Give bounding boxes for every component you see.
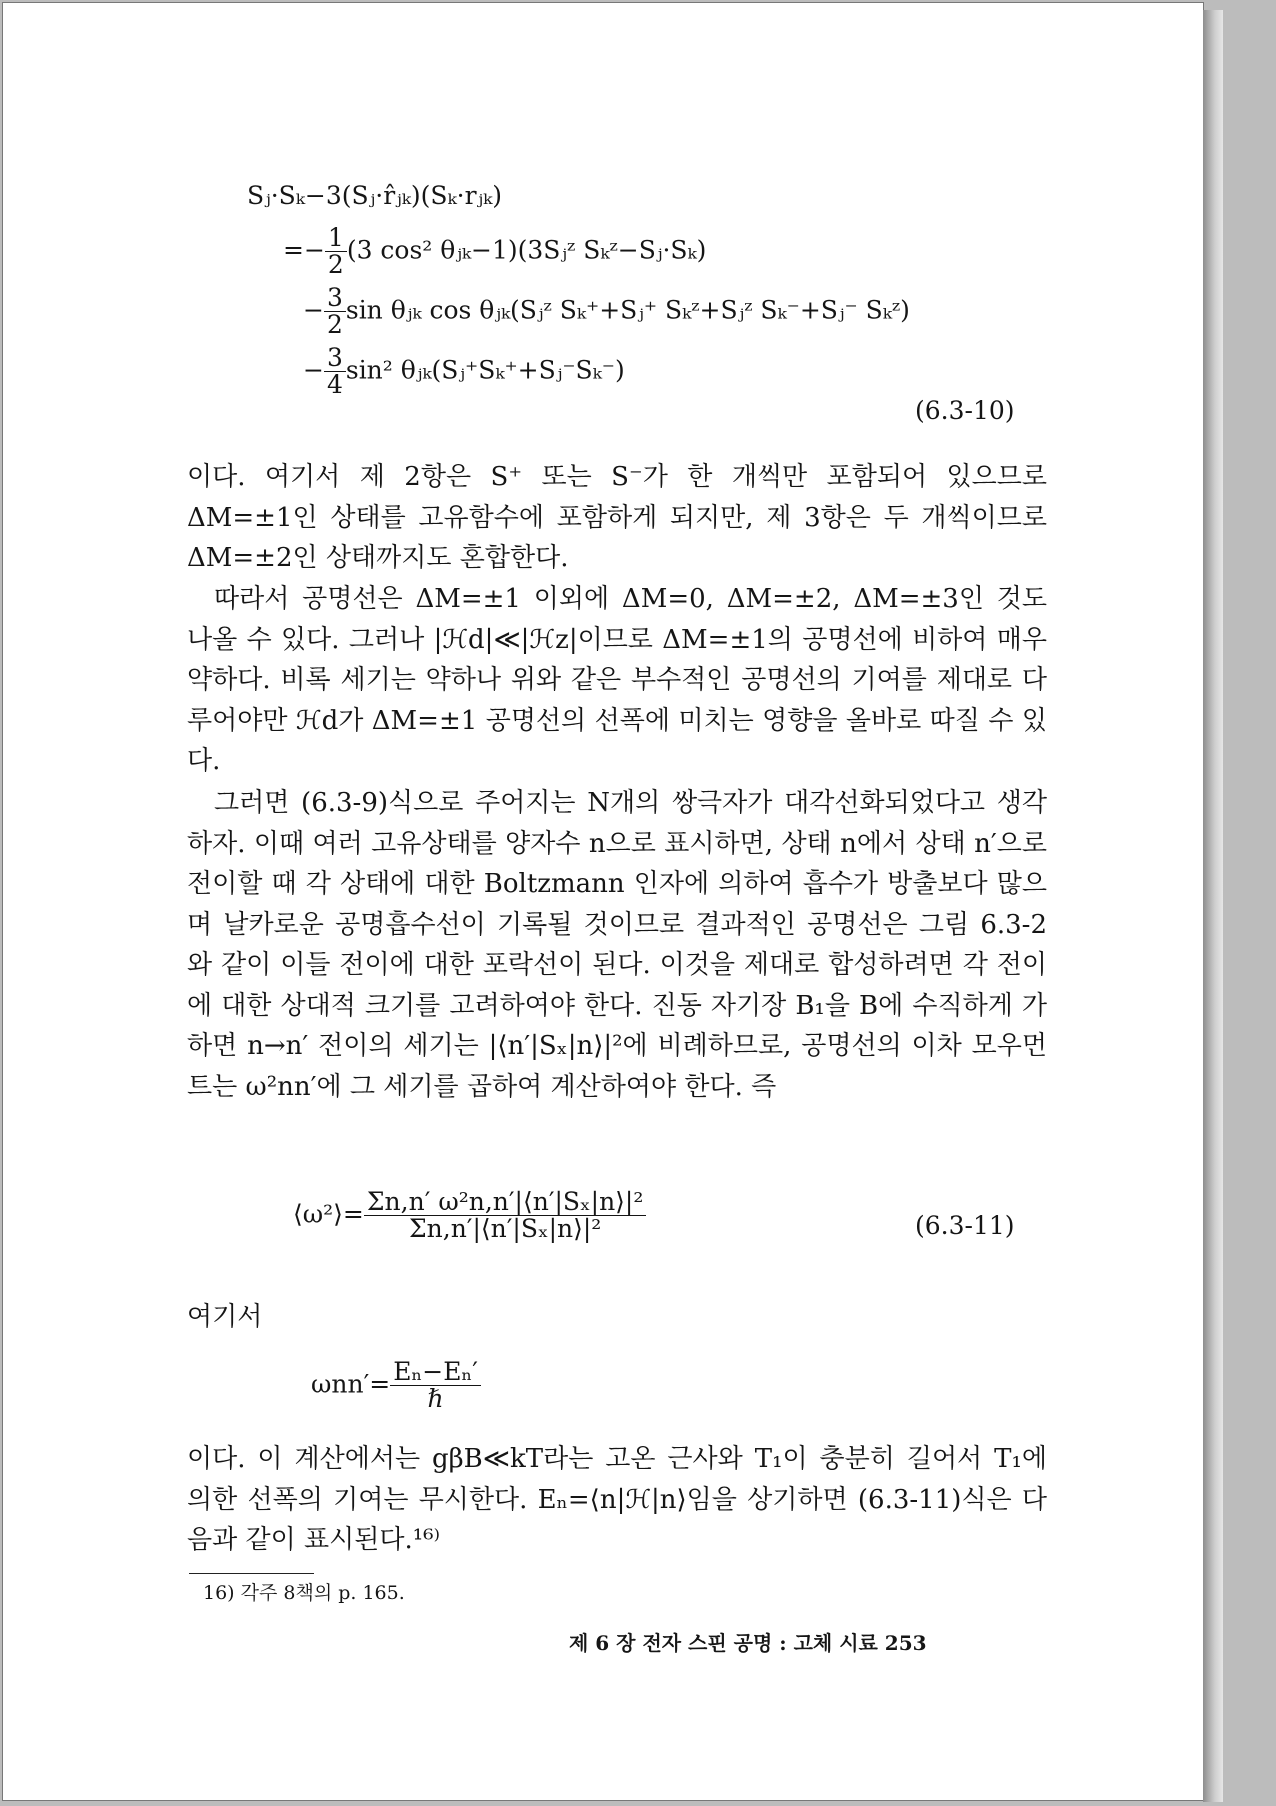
fraction-denominator: 2 (327, 250, 344, 280)
fraction-second-moment (364, 1189, 647, 1243)
paragraph-3: 그러면 (6.3-9)식으로 주어지는 N개의 쌍극자가 대각선화되었다고 생각하자. 이때 여러 고유상태를 양자수 n으로 표시하면, 상태 n에서 상태 n′으로 전이할 때 각 상태에 대한 Boltzmann 인자에 의하여 흡수가 방출보다 많으며 날카로운 공명흡수선이 기록될 것이므로 결과적인 공명선은 그림 6.3-2와 같이 이들 전이에 대한 포락선이 된다. 이것을 제대로 합성하려면 각 전이에 대한 상대적 크기를 고려하여야 한다. 진동 자기장 B₁을 B에 수직하게 가하면 n→n′ 전이의 세기는 |⟨n′|Sₓ|n⟩|²에 비례하므로, 공명선의 이차 모우먼트는 ω²nn′에 그 세기를 곱하여 계산하여야 한다. 즉 (187, 788, 1047, 1102)
running-footer: 제 6 장 전자 스핀 공명 : 고체 시료 253 (569, 1631, 927, 1655)
equation-omega (311, 1359, 481, 1413)
equation-number-6-3-10: (6.3-10) (915, 396, 1015, 425)
equation-6-3-10-line-4 (303, 345, 625, 399)
equation-6-3-11 (293, 1189, 646, 1243)
eq-line-3-prefix: − (303, 295, 324, 325)
label-where: 여기서 (187, 1302, 263, 1332)
eq-6-3-11-lhs: ⟨ω²⟩= (293, 1199, 364, 1229)
equation-6-3-10-line-1: Sⱼ·Sₖ−3(Sⱼ·r̂ⱼₖ)(Sₖ·rⱼₖ) (247, 181, 503, 210)
eq-line-4-prefix: − (303, 355, 324, 385)
fraction-numerator: Σn,n′ ω²n,n′|⟨n′|Sₓ|n⟩|² (364, 1189, 647, 1216)
eq-line-4-rest: sin² θⱼₖ(Sⱼ⁺Sₖ⁺+Sⱼ⁻Sₖ⁻) (345, 355, 625, 385)
equation-6-3-10-line-2 (283, 225, 706, 279)
eq-line-2-prefix: =− (283, 235, 325, 265)
fraction-denominator: ℏ (427, 1384, 444, 1414)
paragraph-1: 이다. 여기서 제 2항은 S⁺ 또는 S⁻가 한 개씩만 포함되어 있으므로 ΔM=±1인 상태를 고유함수에 포함하게 되지만, 제 3항은 두 개씩이므로 ΔM=±2인 상태까지도 혼합한다. (187, 462, 1047, 573)
fraction-energy-difference (390, 1359, 481, 1413)
equation-6-3-10-line-3 (303, 285, 910, 339)
book-page (3, 3, 1203, 1800)
fraction-one-half (325, 225, 347, 279)
fraction-denominator: 2 (326, 310, 343, 340)
fraction-denominator: 4 (326, 370, 343, 400)
fraction-numerator: 3 (324, 345, 346, 372)
equation-number-6-3-11: (6.3-11) (915, 1211, 1015, 1240)
fraction-denominator: Σn,n′|⟨n′|Sₓ|n⟩|² (408, 1214, 602, 1244)
eq-line-2-rest: (3 cos² θⱼₖ−1)(3Sⱼᶻ Sₖᶻ−Sⱼ·Sₖ) (346, 235, 707, 265)
fraction-three-quarters (324, 345, 346, 399)
fraction-numerator: Eₙ−Eₙ′ (390, 1359, 481, 1386)
page-edge (1203, 10, 1223, 1802)
eq-omega-lhs: ωnn′= (311, 1369, 391, 1399)
footnote: 16) 각주 8책의 p. 165. (203, 1582, 405, 1604)
fraction-numerator: 1 (325, 225, 347, 252)
fraction-numerator: 3 (324, 285, 346, 312)
paragraph-2: 따라서 공명선은 ΔM=±1 이외에 ΔM=0, ΔM=±2, ΔM=±3인 것도 나올 수 있다. 그러나 |ℋd|≪|ℋz|이므로 ΔM=±1의 공명선에 비하여 매우 약하다. 비록 세기는 약하나 위와 같은 부수적인 공명선의 기여를 제대로 다루어야만 ℋd가 ΔM=±1 공명선의 선폭에 미치는 영향을 올바로 따질 수 있다. (187, 584, 1047, 776)
fraction-three-halves (324, 285, 346, 339)
footnote-rule (189, 1573, 314, 1574)
eq-line-3-rest: sin θⱼₖ cos θⱼₖ(Sⱼᶻ Sₖ⁺+Sⱼ⁺ Sₖᶻ+Sⱼᶻ Sₖ⁻+Sⱼ⁻ Sₖᶻ) (345, 295, 910, 325)
paragraph-4: 이다. 이 계산에서는 gβB≪kT라는 고온 근사와 T₁이 충분히 길어서 T₁에 의한 선폭의 기여는 무시한다. Eₙ=⟨n|ℋ|n⟩임을 상기하면 (6.3-11)식은 다음과 같이 표시된다.¹⁶⁾ (187, 1444, 1047, 1555)
